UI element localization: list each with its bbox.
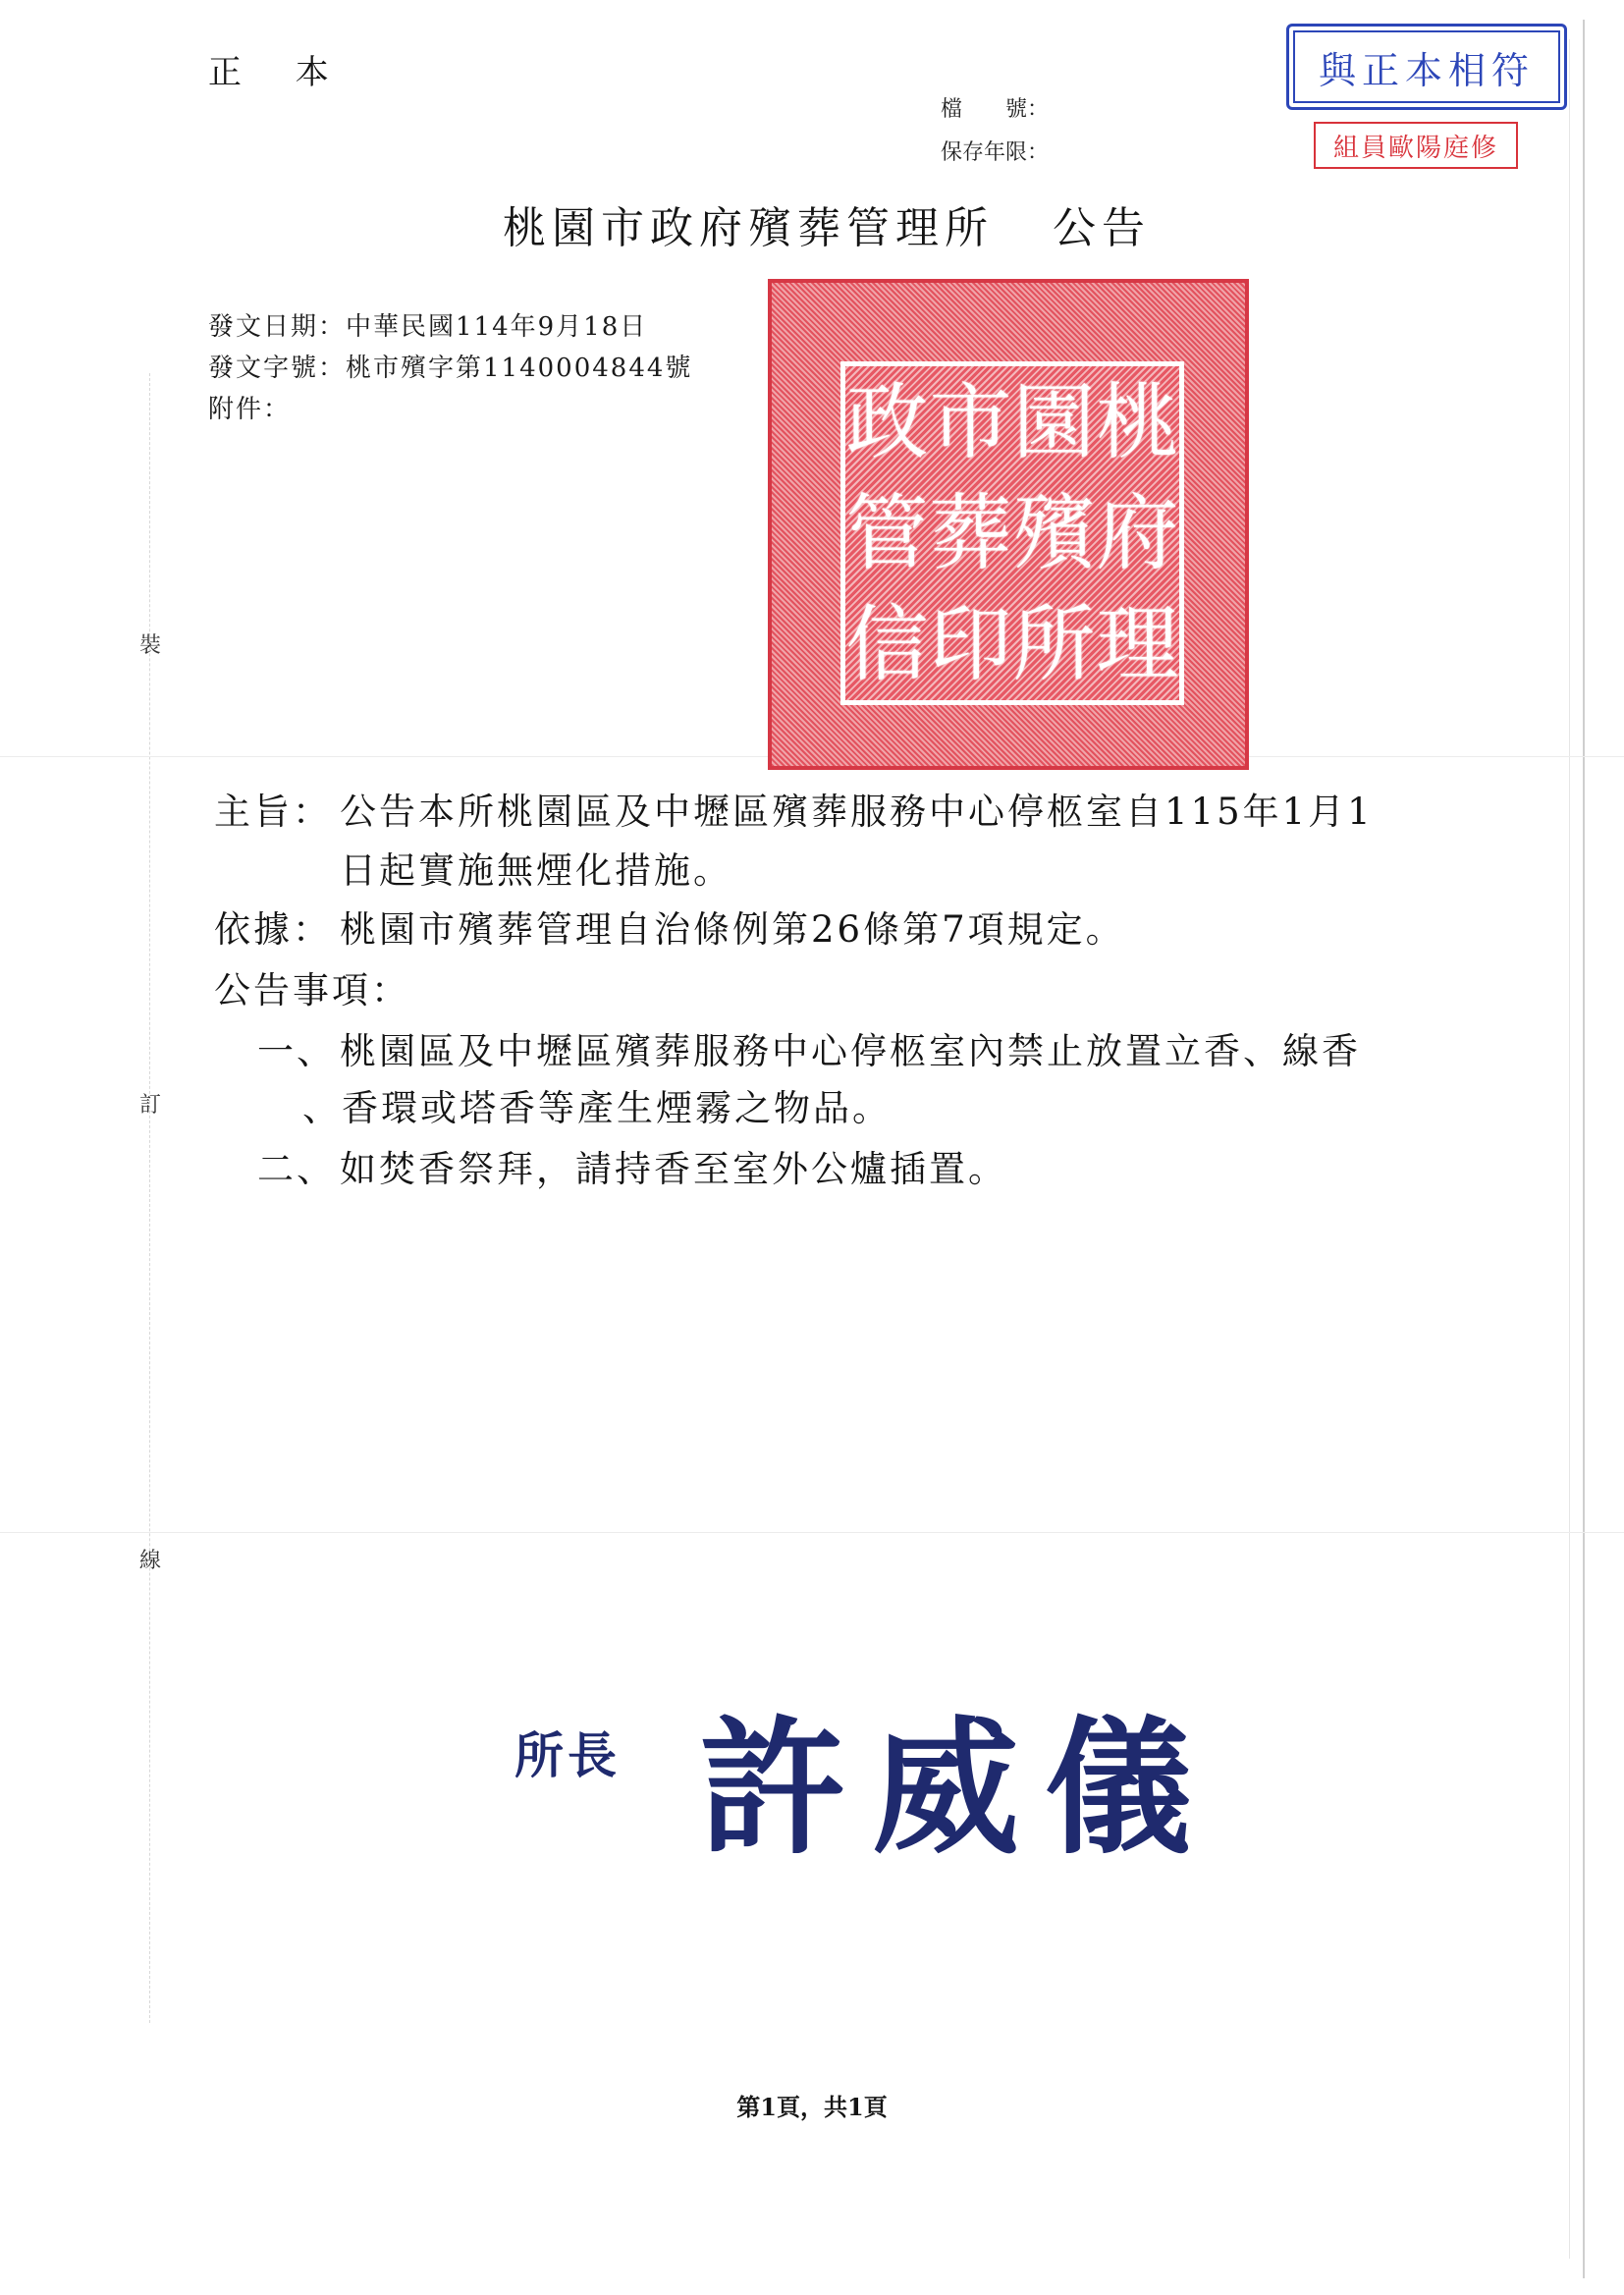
subject-line-1: 公告本所桃園區及中壢區殯葬服務中心停柩室自115年1月1 bbox=[340, 791, 1374, 833]
attachment-label: 附件： bbox=[208, 395, 292, 424]
seal-char: 府 bbox=[1096, 484, 1179, 581]
document-title bbox=[0, 192, 1624, 255]
item-2-text: 如焚香祭拜，請持香至室外公爐插置。 bbox=[340, 1148, 1007, 1190]
director-signature: 許威儀 bbox=[699, 1704, 1218, 1875]
issue-number: 發文字號：桃市殯字第1140004844號 bbox=[208, 354, 693, 383]
basis-text: 桃園市殯葬管理自治條例第26條第7項規定。 bbox=[340, 908, 1125, 951]
seal-char: 葬 bbox=[929, 484, 1012, 581]
original-copy-mark: 正 本 bbox=[208, 53, 351, 92]
page-edge bbox=[1583, 20, 1585, 2278]
seal-char: 管 bbox=[845, 484, 929, 581]
subject-label: 主旨： bbox=[214, 791, 332, 833]
item-1-line-2: 、香環或塔香等產生煙霧之物品。 bbox=[302, 1087, 892, 1129]
item-1-label: 一、 bbox=[257, 1030, 336, 1072]
item-2-label: 二、 bbox=[257, 1148, 336, 1190]
page-number: 第1頁，共1頁 bbox=[736, 2093, 888, 2121]
file-number-label: 檔 號： bbox=[941, 97, 1050, 122]
director-title: 所長 bbox=[514, 1726, 621, 1784]
certified-copy-stamp: 與正本相符 bbox=[1286, 24, 1567, 110]
seal-char: 信 bbox=[845, 596, 929, 693]
document-type: 公告 bbox=[1053, 203, 1151, 253]
page-edge-shadow bbox=[1569, 39, 1570, 2259]
seal-char: 印 bbox=[929, 596, 1012, 693]
seal-char: 殯 bbox=[1012, 484, 1096, 581]
items-heading: 公告事項： bbox=[214, 969, 410, 1011]
binding-mark-bind: 裝 bbox=[139, 633, 162, 658]
seal-characters bbox=[840, 361, 1184, 705]
seal-char: 園 bbox=[1012, 373, 1096, 470]
retention-period-label: 保存年限： bbox=[941, 140, 1050, 165]
binding-line bbox=[149, 373, 150, 2023]
binding-mark-line: 線 bbox=[139, 1549, 162, 1573]
basis-label: 依據： bbox=[214, 908, 332, 951]
seal-char: 理 bbox=[1096, 596, 1179, 693]
seal-char: 所 bbox=[1012, 596, 1096, 693]
seal-char: 政 bbox=[845, 373, 929, 470]
fold-line bbox=[0, 1532, 1624, 1533]
seal-char: 桃 bbox=[1096, 373, 1179, 470]
clerk-stamp: 組員歐陽庭修 bbox=[1314, 122, 1518, 169]
binding-mark-staple: 訂 bbox=[139, 1093, 162, 1118]
subject-line-2: 日起實施無煙化措施。 bbox=[340, 849, 732, 892]
item-1-line-1: 桃園區及中壢區殯葬服務中心停柩室內禁止放置立香、線香 bbox=[340, 1030, 1361, 1072]
agency-name: 桃園市政府殯葬管理所 bbox=[503, 203, 994, 253]
seal-char: 市 bbox=[929, 373, 1012, 470]
issue-date: 發文日期：中華民國114年9月18日 bbox=[208, 312, 648, 342]
official-seal bbox=[768, 279, 1249, 770]
